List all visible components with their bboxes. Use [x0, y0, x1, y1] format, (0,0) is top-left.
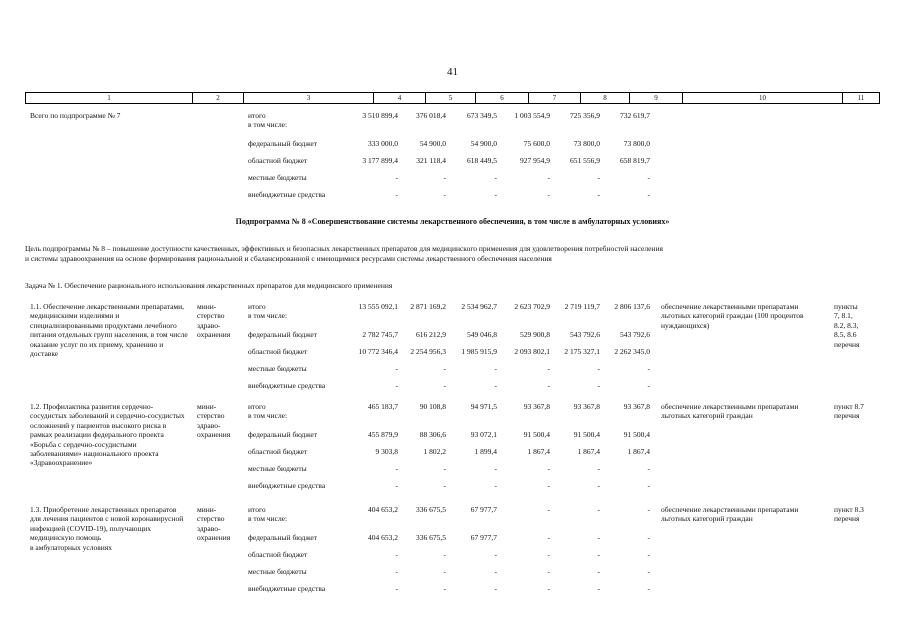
amount-cell: -: [494, 550, 497, 559]
page-number: 41: [447, 66, 458, 78]
amount-cell: -: [395, 567, 398, 576]
amount-cell: 3 510 899,4: [362, 111, 398, 120]
amount-cell: 2 093 802,1: [514, 347, 550, 356]
amount-cell: 2 534 962,7: [461, 302, 497, 311]
amount-cell: -: [547, 533, 550, 542]
amount-cell: -: [395, 584, 398, 593]
amount-cell: 93 367,8: [623, 402, 650, 411]
header-col-8: 8: [580, 93, 629, 103]
amount-cell: -: [547, 584, 550, 593]
amount-cell: -: [395, 364, 398, 373]
amount-cell: -: [494, 381, 497, 390]
amount-cell: -: [443, 567, 446, 576]
amount-cell: -: [494, 173, 497, 182]
amount-cell: -: [647, 173, 650, 182]
amount-cell: -: [443, 173, 446, 182]
amount-cell: -: [494, 364, 497, 373]
amount-cell: -: [597, 464, 600, 473]
executor: мини- стерство здраво- охранения: [197, 505, 231, 543]
amount-cell: 3 177 899,4: [362, 156, 398, 165]
amount-cell: -: [395, 381, 398, 390]
amount-cell: 404 653,2: [368, 533, 398, 542]
subprogram-title: Подпрограмма № 8 «Совершенствование системы лекарственного обеспечения, в том числе в амбулаторных условиях»: [235, 217, 670, 226]
executor: мини- стерство здраво- охранения: [197, 302, 231, 340]
amount-cell: 88 306,6: [419, 430, 446, 439]
amount-cell: 13 555 092,1: [358, 302, 398, 311]
activity-name: 1.1. Обеспечение лекарственными препаратами, медицинскими изделиями и специализированными продуктами лечебного питания отдельных групп населения, в том числе оказание услуг по их приему, хранению и доставке: [30, 302, 188, 359]
activity-name: 1.2. Профилактика развития сердечно-сосудистых заболеваний и сердечно-сосудистых осложнений у пациентов высокого риска в рамках реализации федерального проекта «Борьба с сердечно-сосудистыми заболеваниями» национального проекта «Здравоохранение»: [30, 402, 185, 468]
amount-cell: 1 867,4: [627, 447, 650, 456]
amount-cell: -: [647, 550, 650, 559]
goal-text-line-1: Цель подпрограммы № 8 – повышение доступности качественных, эффективных и безопасных лекарственных препаратов для медицинского применения для удовлетворения потребностей населения: [25, 244, 663, 253]
amount-cell: 651 556,9: [570, 156, 600, 165]
amount-cell: 93 367,8: [523, 402, 550, 411]
amount-cell: -: [597, 381, 600, 390]
amount-cell: 1 899,4: [474, 447, 497, 456]
amount-cell: -: [647, 505, 650, 514]
amount-cell: 67 977,7: [470, 533, 497, 542]
amount-cell: 543 792,6: [620, 330, 650, 339]
amount-cell: 465 183,7: [368, 402, 398, 411]
header-col-2: 2: [192, 93, 243, 103]
amount-cell: 529 900,8: [520, 330, 550, 339]
amount-cell: -: [443, 464, 446, 473]
amount-cell: 1 867,4: [527, 447, 550, 456]
amount-cell: 333 000,0: [368, 139, 398, 148]
amount-cell: 725 356,9: [570, 111, 600, 120]
amount-cell: 54 900,0: [419, 139, 446, 148]
amount-cell: -: [597, 584, 600, 593]
amount-cell: 618 449,5: [467, 156, 497, 165]
amount-cell: -: [647, 567, 650, 576]
amount-cell: 10 772 346,4: [358, 347, 398, 356]
amount-cell: -: [547, 505, 550, 514]
amount-cell: -: [443, 381, 446, 390]
amount-cell: -: [597, 533, 600, 542]
funding-source-label: внебюджетные средства: [248, 481, 326, 490]
amount-cell: 90 108,8: [419, 402, 446, 411]
amount-cell: -: [395, 481, 398, 490]
activity-name: Всего по подпрограмме № 7: [30, 111, 121, 120]
amount-cell: 376 018,4: [416, 111, 446, 120]
header-col-11: 11: [842, 93, 880, 103]
amount-cell: -: [597, 173, 600, 182]
header-col-10: 10: [682, 93, 842, 103]
funding-source-label: областной бюджет: [248, 347, 308, 356]
amount-cell: 94 971,5: [470, 402, 497, 411]
activity-name: 1.3. Приобретение лекарственных препаратов для лечения пациентов с новой коронавирусной инфекцией (COVID-19), получающих медицинскую помощь в амбулаторных условиях: [30, 505, 184, 552]
header-col-5: 5: [425, 93, 475, 103]
amount-cell: -: [547, 567, 550, 576]
amount-cell: -: [597, 364, 600, 373]
amount-cell: -: [443, 584, 446, 593]
amount-cell: 616 212,9: [416, 330, 446, 339]
funding-source-label: местные бюджеты: [248, 464, 307, 473]
amount-cell: 1 003 554,9: [514, 111, 550, 120]
header-col-1: 1: [25, 93, 192, 103]
amount-cell: 93 072,1: [470, 430, 497, 439]
amount-cell: 67 977,7: [470, 505, 497, 514]
amount-cell: 91 500,4: [573, 430, 600, 439]
amount-cell: -: [647, 533, 650, 542]
amount-cell: 91 500,4: [523, 430, 550, 439]
amount-cell: -: [597, 481, 600, 490]
funding-source-label: внебюджетные средства: [248, 381, 326, 390]
header-col-9: 9: [629, 93, 682, 103]
funding-source-label: местные бюджеты: [248, 364, 307, 373]
amount-cell: 455 879,9: [368, 430, 398, 439]
goal-text-line-2: и системы здравоохранения на основе формирования рациональной и сбалансированной с имеющимися ресурсами системы лекарственного обеспечения населения: [25, 254, 552, 263]
amount-cell: -: [547, 173, 550, 182]
indicator: обеспечение лекарственными препаратами льготных категорий граждан: [661, 505, 799, 524]
amount-cell: 73 800,0: [573, 139, 600, 148]
amount-cell: 927 954,9: [520, 156, 550, 165]
amount-cell: -: [547, 464, 550, 473]
amount-cell: 2 175 327,1: [564, 347, 600, 356]
amount-cell: -: [395, 550, 398, 559]
amount-cell: -: [494, 584, 497, 593]
plan-points: пункты 7, 8.1, 8.2, 8.3, 8.5, 8.6 перечня: [834, 302, 860, 349]
funding-source-label: областной бюджет: [248, 447, 308, 456]
amount-cell: -: [647, 381, 650, 390]
amount-cell: 2 871 169,2: [410, 302, 446, 311]
amount-cell: -: [647, 464, 650, 473]
amount-cell: -: [547, 190, 550, 199]
plan-points: пункт 8.7 перечня: [834, 402, 864, 421]
header-col-3: 3: [243, 93, 373, 103]
amount-cell: -: [395, 173, 398, 182]
amount-cell: 2 262 345,0: [614, 347, 650, 356]
amount-cell: 404 653,2: [368, 505, 398, 514]
funding-source-label: местные бюджеты: [248, 567, 307, 576]
funding-source-label: областной бюджет: [248, 550, 308, 559]
amount-cell: -: [443, 190, 446, 199]
amount-cell: 2 623 702,9: [514, 302, 550, 311]
amount-cell: 658 819,7: [620, 156, 650, 165]
amount-cell: -: [647, 584, 650, 593]
amount-cell: -: [494, 464, 497, 473]
amount-cell: 673 349,5: [467, 111, 497, 120]
plan-points: пункт 8.3 перечня: [834, 505, 864, 524]
amount-cell: -: [443, 481, 446, 490]
amount-cell: 321 118,4: [416, 156, 446, 165]
funding-source-label: областной бюджет: [248, 156, 308, 165]
header-col-7: 7: [528, 93, 580, 103]
indicator: обеспечение лекарственными препаратами льготных категорий граждан: [661, 402, 799, 421]
amount-cell: -: [494, 481, 497, 490]
amount-cell: 75 600,0: [523, 139, 550, 148]
indicator: обеспечение лекарственными препаратами льготных категорий граждан (100 процентов нуждающихся): [661, 302, 804, 330]
amount-cell: 336 675,5: [416, 533, 446, 542]
amount-cell: -: [547, 481, 550, 490]
funding-source-label: итого в том числе:: [248, 402, 288, 421]
amount-cell: 91 500,4: [623, 430, 650, 439]
amount-cell: 2 719 119,7: [564, 302, 600, 311]
amount-cell: 336 675,5: [416, 505, 446, 514]
amount-cell: -: [547, 550, 550, 559]
funding-source-label: федеральный бюджет: [248, 533, 318, 542]
funding-source-label: итого в том числе:: [248, 505, 288, 524]
amount-cell: -: [443, 364, 446, 373]
funding-source-label: федеральный бюджет: [248, 139, 318, 148]
amount-cell: 549 046,8: [467, 330, 497, 339]
header-col-6: 6: [475, 93, 528, 103]
funding-source-label: федеральный бюджет: [248, 430, 318, 439]
amount-cell: 543 792,6: [570, 330, 600, 339]
amount-cell: -: [647, 364, 650, 373]
amount-cell: 732 619,7: [620, 111, 650, 120]
funding-source-label: итого в том числе:: [248, 302, 288, 321]
header-col-4: 4: [373, 93, 425, 103]
amount-cell: -: [547, 381, 550, 390]
funding-source-label: местные бюджеты: [248, 173, 307, 182]
funding-source-label: внебюджетные средства: [248, 584, 326, 593]
amount-cell: 1 802,2: [423, 447, 446, 456]
amount-cell: 54 900,0: [470, 139, 497, 148]
amount-cell: -: [597, 190, 600, 199]
funding-source-label: внебюджетные средства: [248, 190, 326, 199]
amount-cell: 73 800,0: [623, 139, 650, 148]
amount-cell: -: [597, 550, 600, 559]
amount-cell: -: [395, 464, 398, 473]
amount-cell: -: [547, 364, 550, 373]
amount-cell: -: [647, 190, 650, 199]
amount-cell: 2 782 745,7: [362, 330, 398, 339]
funding-source-label: федеральный бюджет: [248, 330, 318, 339]
table-header-row: [25, 92, 880, 104]
amount-cell: -: [647, 481, 650, 490]
amount-cell: 93 367,8: [573, 402, 600, 411]
amount-cell: 2 806 137,6: [614, 302, 650, 311]
executor: мини- стерство здраво- охранения: [197, 402, 231, 440]
funding-source-label: итого в том числе:: [248, 111, 288, 130]
amount-cell: -: [597, 567, 600, 576]
task-title: Задача № 1. Обеспечение рационального использования лекарственных препаратов для медицинского применения: [25, 281, 393, 290]
amount-cell: -: [443, 550, 446, 559]
amount-cell: -: [494, 567, 497, 576]
amount-cell: 1 985 915,9: [461, 347, 497, 356]
amount-cell: 9 303,8: [375, 447, 398, 456]
amount-cell: -: [494, 190, 497, 199]
amount-cell: -: [395, 190, 398, 199]
amount-cell: 1 867,4: [577, 447, 600, 456]
amount-cell: -: [597, 505, 600, 514]
amount-cell: 2 254 956,3: [410, 347, 446, 356]
